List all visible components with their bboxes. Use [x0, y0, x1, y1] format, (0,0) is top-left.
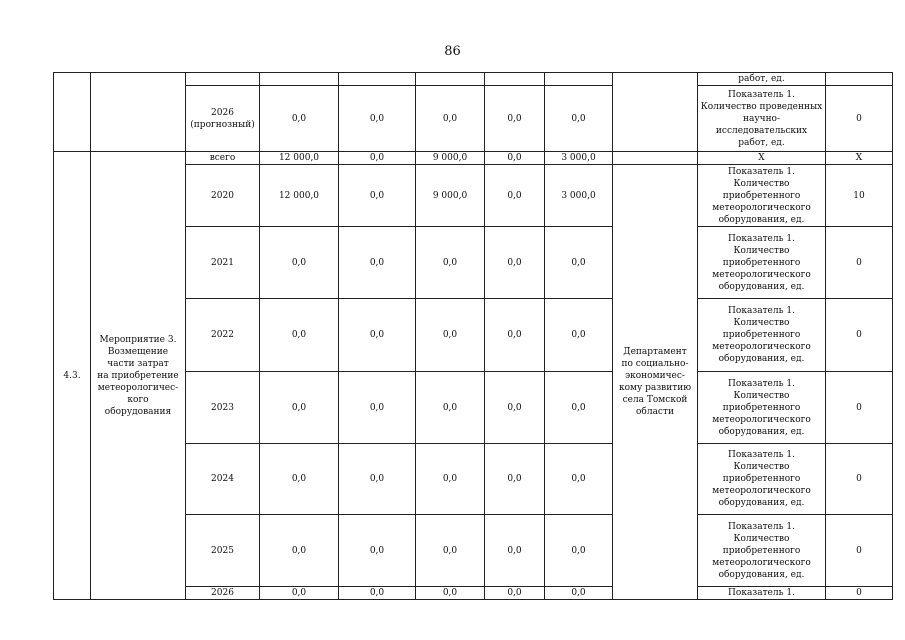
- funding-cell: 0,0: [545, 515, 613, 587]
- funding-cell: 0,0: [545, 86, 613, 152]
- indicator-value-cell: 0: [826, 86, 893, 152]
- table-row: [54, 152, 893, 165]
- total-cell: 0,0: [260, 515, 339, 587]
- indicator-cell: Показатель 1. Количество приобретенного метеорологического оборудования, ед.: [698, 227, 826, 299]
- indicator-cell: Показатель 1. Количество приобретенного метеорологического оборудования, ед.: [698, 299, 826, 372]
- indicator-value-cell: Х: [826, 152, 893, 165]
- total-cell: 12 000,0: [260, 152, 339, 165]
- indicator-value-cell: 0: [826, 299, 893, 372]
- funding-cell: 0,0: [416, 587, 485, 600]
- total-cell: 12 000,0: [260, 165, 339, 227]
- funding-cell: 0,0: [416, 444, 485, 515]
- total-cell: 0,0: [260, 86, 339, 152]
- year-cell: 2020: [186, 165, 260, 227]
- funding-cell: 9 000,0: [416, 152, 485, 165]
- year-cell: 2021: [186, 227, 260, 299]
- indicator-value-cell: 0: [826, 227, 893, 299]
- funding-cell: 0,0: [485, 515, 545, 587]
- funding-cell: 0,0: [339, 165, 416, 227]
- funding-cell: 0,0: [485, 299, 545, 372]
- indicator-value-cell: 0: [826, 587, 893, 600]
- indicator-value-cell: 0: [826, 444, 893, 515]
- indicator-cell: Показатель 1.: [698, 587, 826, 600]
- funding-cell: 0,0: [416, 227, 485, 299]
- total-cell: 0,0: [260, 372, 339, 444]
- total-cell: 0,0: [260, 299, 339, 372]
- indicator-cell: Показатель 1. Количество приобретенного метеорологического оборудования, ед.: [698, 444, 826, 515]
- prev-v2-cell: [416, 73, 485, 86]
- prev-executor-cell: [613, 73, 698, 152]
- indicator-cell: Х: [698, 152, 826, 165]
- total-cell: 0,0: [260, 444, 339, 515]
- program-table: [53, 72, 893, 600]
- funding-cell: 0,0: [485, 372, 545, 444]
- funding-cell: 0,0: [485, 444, 545, 515]
- measure-number-cell: 4.3.: [54, 152, 91, 600]
- prev-number-cell: [54, 73, 91, 152]
- funding-cell: 0,0: [485, 152, 545, 165]
- funding-cell: 0,0: [545, 227, 613, 299]
- funding-cell: 0,0: [339, 299, 416, 372]
- total-cell: 0,0: [260, 227, 339, 299]
- table-row: [54, 73, 893, 86]
- funding-cell: 0,0: [339, 227, 416, 299]
- prev-v1-cell: [339, 73, 416, 86]
- funding-cell: 9 000,0: [416, 165, 485, 227]
- funding-cell: 0,0: [485, 227, 545, 299]
- executor-cell: Департамент по социально- экономичес- кому развитию села Томской области: [613, 165, 698, 600]
- funding-cell: 0,0: [416, 372, 485, 444]
- prev-v3-cell: [485, 73, 545, 86]
- indicator-value-cell: 0: [826, 372, 893, 444]
- prev-v4-cell: [545, 73, 613, 86]
- page-number: 86: [444, 44, 461, 59]
- funding-cell: 0,0: [545, 299, 613, 372]
- funding-cell: 0,0: [545, 444, 613, 515]
- funding-cell: 0,0: [485, 86, 545, 152]
- prev-total-cell: [260, 73, 339, 86]
- funding-cell: 0,0: [545, 587, 613, 600]
- funding-cell: 3 000,0: [545, 165, 613, 227]
- funding-cell: 3 000,0: [545, 152, 613, 165]
- total-cell: 0,0: [260, 587, 339, 600]
- year-cell: всего: [186, 152, 260, 165]
- indicator-cell: работ, ед.: [698, 73, 826, 86]
- funding-cell: 0,0: [339, 444, 416, 515]
- funding-cell: 0,0: [339, 86, 416, 152]
- indicator-cell: Показатель 1. Количество проведенных научно- исследовательских работ, ед.: [698, 86, 826, 152]
- year-cell: 2026 (прогнозный): [186, 86, 260, 152]
- year-cell: 2022: [186, 299, 260, 372]
- indicator-cell: Показатель 1. Количество приобретенного метеорологического оборудования, ед.: [698, 372, 826, 444]
- funding-cell: 0,0: [485, 587, 545, 600]
- prev-year-cell: [186, 73, 260, 86]
- indicator-value-cell: [826, 73, 893, 86]
- funding-cell: 0,0: [416, 299, 485, 372]
- executor-empty-cell: [613, 152, 698, 165]
- funding-cell: 0,0: [339, 515, 416, 587]
- year-cell: 2024: [186, 444, 260, 515]
- year-cell: 2026: [186, 587, 260, 600]
- measure-name-cell: Мероприятие 3. Возмещение части затрат на приобретение метеорологичес- кого оборудования: [91, 152, 186, 600]
- funding-cell: 0,0: [339, 587, 416, 600]
- indicator-value-cell: 10: [826, 165, 893, 227]
- funding-cell: 0,0: [485, 165, 545, 227]
- prev-name-cell: [91, 73, 186, 152]
- funding-cell: 0,0: [339, 152, 416, 165]
- funding-cell: 0,0: [416, 515, 485, 587]
- funding-cell: 0,0: [416, 86, 485, 152]
- indicator-value-cell: 0: [826, 515, 893, 587]
- indicator-cell: Показатель 1. Количество приобретенного метеорологического оборудования, ед.: [698, 165, 826, 227]
- year-cell: 2025: [186, 515, 260, 587]
- indicator-cell: Показатель 1. Количество приобретенного метеорологического оборудования, ед.: [698, 515, 826, 587]
- funding-cell: 0,0: [339, 372, 416, 444]
- year-cell: 2023: [186, 372, 260, 444]
- funding-cell: 0,0: [545, 372, 613, 444]
